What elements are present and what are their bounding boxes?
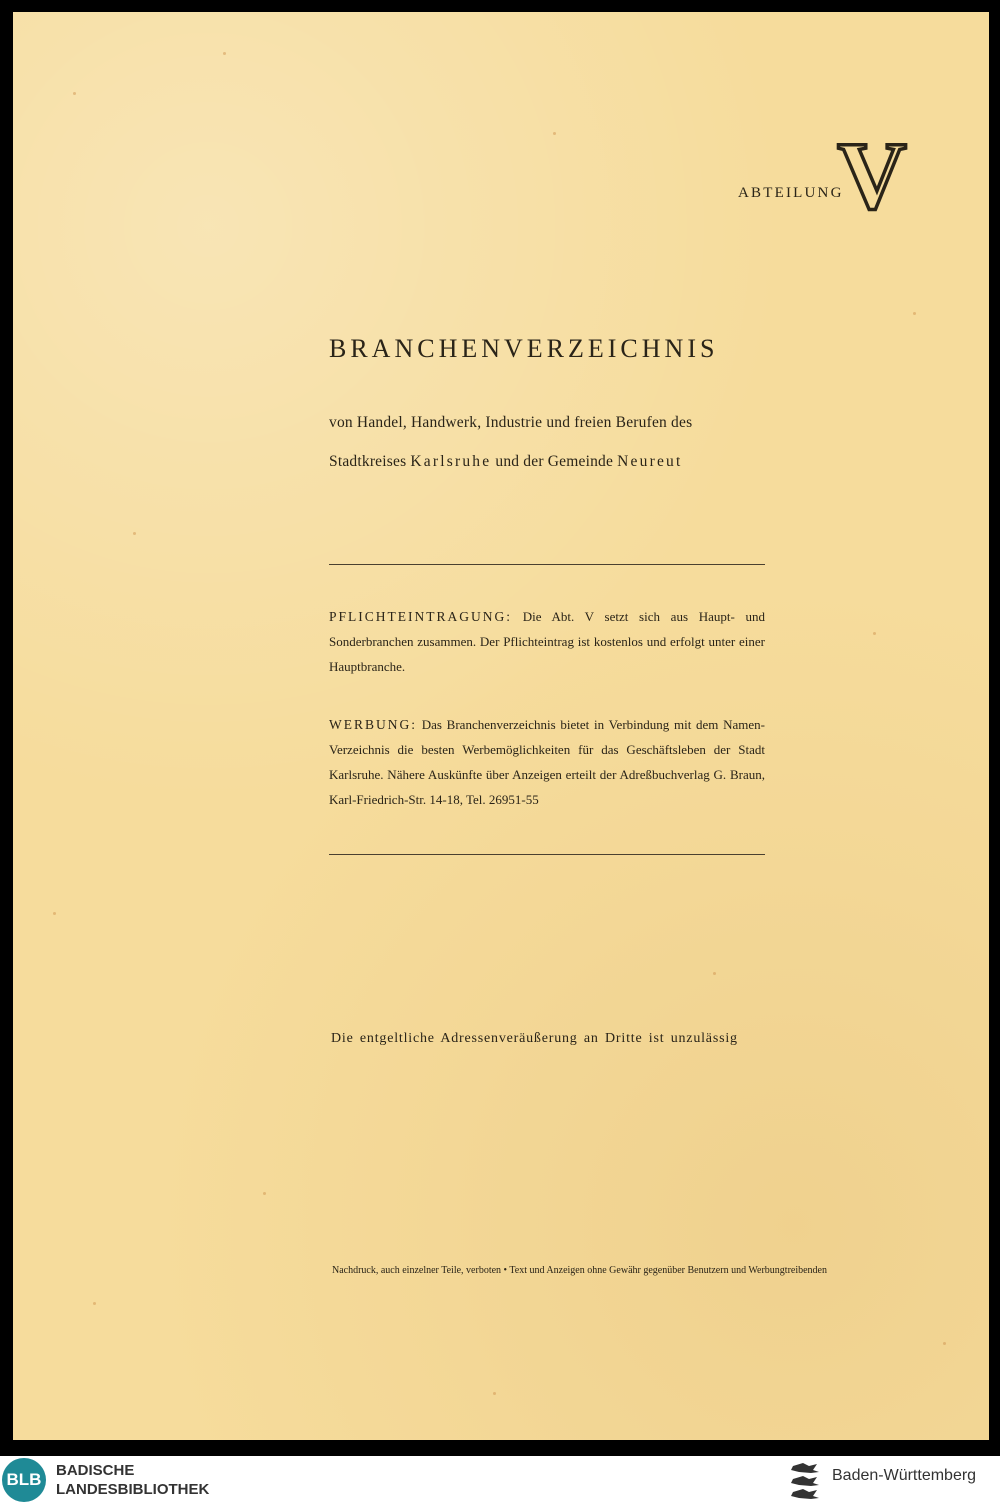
subtitle-city: Karlsruhe xyxy=(410,453,492,470)
copyright-footer: Nachdruck, auch einzelner Teile, verboten • Text und Anzeigen ohne Gewähr gegenüber Benutzern und Werbungtreibenden xyxy=(332,1265,827,1276)
subtitle-prefix: Stadtkreises xyxy=(329,453,411,470)
division-numeral-text: V xyxy=(837,122,907,229)
library-name[interactable] xyxy=(56,1461,209,1499)
division-numeral-v xyxy=(837,122,907,229)
pflicht-paragraph xyxy=(329,604,765,679)
page-title: BRANCHENVERZEICHNIS xyxy=(329,334,719,363)
blb-logo[interactable]: BLB xyxy=(2,1458,46,1502)
werbung-text: Das Branchenverzeichnis bietet in Verbindung mit dem Namen-Verzeichnis die besten Werbemöglichkeiten für das Geschäftsleben der Stadt Karlsruhe. Nähere Auskünfte über Anzeigen erteilt der Adreßbuchverlag G. Braun, Karl-Friedrich-Str. 14-18, Tel. 26951-55 xyxy=(329,717,766,807)
lion-emblem-icon xyxy=(789,1460,823,1500)
lion-emblem-row-3 xyxy=(791,1489,819,1499)
pflicht-heading: PFLICHTEINTRAGUNG: xyxy=(329,609,512,624)
library-name-line-2: LANDESBIBLIOTHEK xyxy=(56,1481,210,1498)
state-name[interactable]: Baden-Württemberg xyxy=(832,1467,977,1484)
subtitle-line-1: von Handel, Handwerk, Industrie und freien Berufen des xyxy=(329,414,693,431)
divider-bottom xyxy=(329,854,765,855)
library-name-line-1: BADISCHE xyxy=(56,1462,135,1479)
subtitle-middle: und der Gemeinde xyxy=(491,453,618,470)
divider-top xyxy=(329,564,765,565)
division-label: ABTEILUNG xyxy=(738,185,844,201)
resale-notice: Die entgeltliche Adressenveräußerung an Dritte ist unzulässig xyxy=(331,1031,738,1046)
werbung-paragraph xyxy=(329,712,765,812)
werbung-heading: WERBUNG: xyxy=(329,717,417,732)
lion-emblem-row-2 xyxy=(791,1476,819,1486)
pflicht-text: Die Abt. V setzt sich aus Haupt- und Sonderbranchen zusammen. Der Pflichteintrag ist kostenlos und erfolgt unter einer Hauptbranche. xyxy=(329,609,765,674)
lion-emblem-row-1 xyxy=(791,1463,819,1473)
subtitle-line-2 xyxy=(329,453,765,471)
document-page xyxy=(13,12,989,1440)
subtitle-town: Neureut xyxy=(617,453,683,470)
